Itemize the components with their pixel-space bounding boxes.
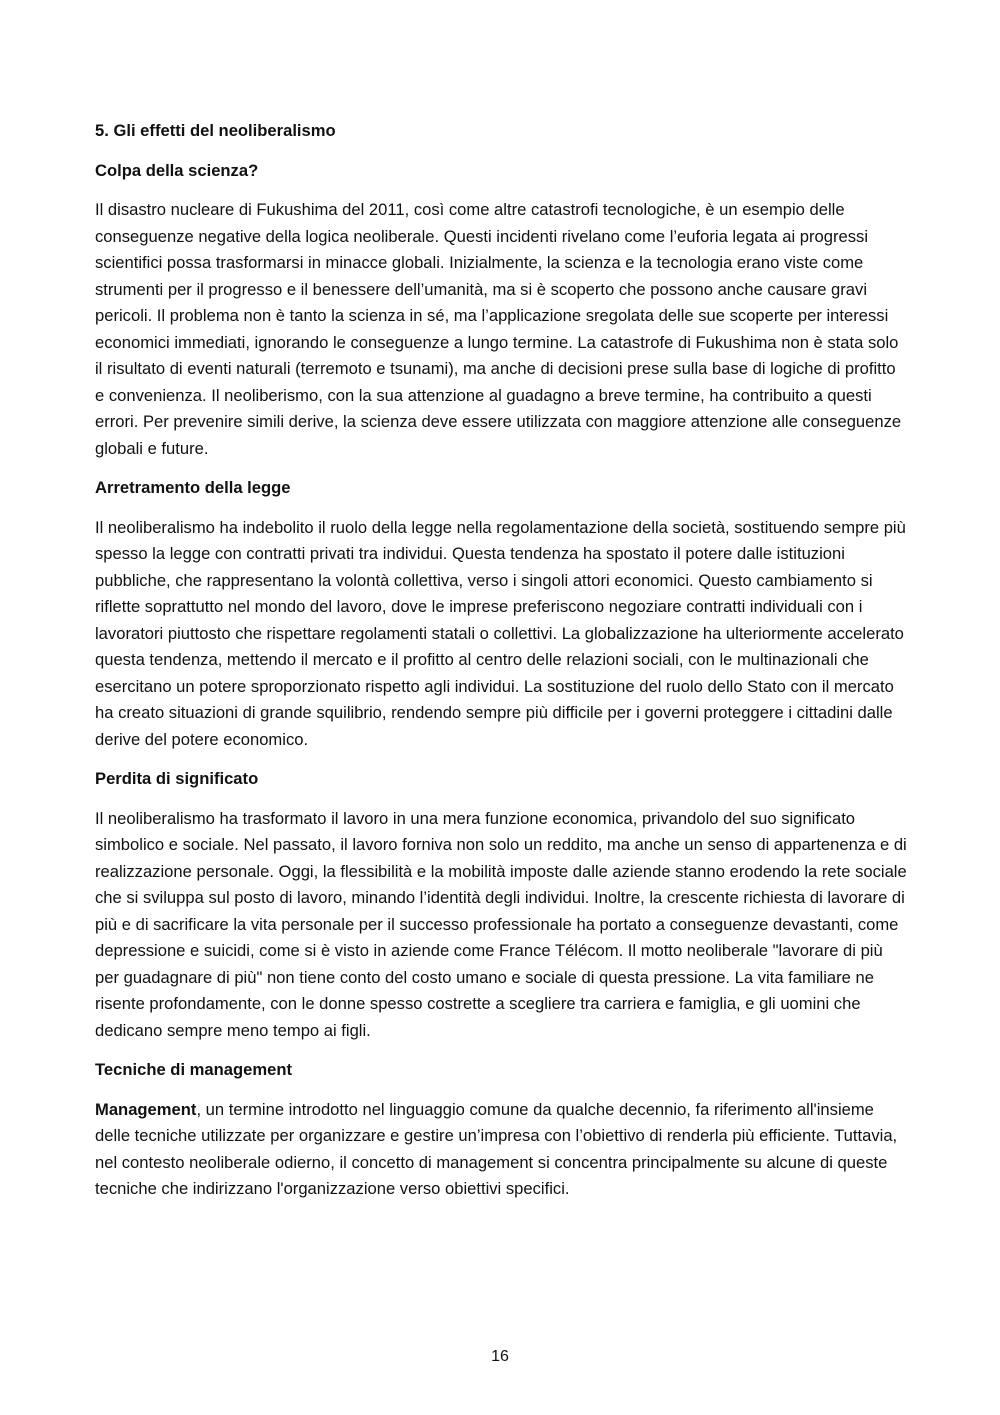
paragraph-science: Il disastro nucleare di Fukushima del 2011, così come altre catastrofi tecnologiche, è un esempio delle conseguenze negative della logica neoliberale. Questi incidenti rivelano come l’euforia legata ai progressi scientifici possa trasformarsi in minacce globali. Inizialmente, la scienza e la tecnologia erano viste come strumenti per il progresso e il benessere dell’umanità, ma si è scoperto che possono anche causare gravi pericoli. Il problema non è tanto la scienza in sé, ma l’applicazione sregolata delle sue scoperte per interessi economici immediati, ignorando le conseguenze a lungo termine. La catastrofe di Fukushima non è stata solo il risultato di eventi naturali (terremoto e tsunami), ma anche di decisioni prese sulla base di logiche di profitto e convenienza. Il neoliberismo, con la sua attenzione al guadagno a breve termine, ha contribuito a questi errori. Per prevenire simili derive, la scienza deve essere utilizzata con maggiore attenzione alle conseguenze globali e future. — [95, 200, 902, 458]
paragraph-management — [95, 1097, 907, 1203]
section-title: 5. Gli effetti del neoliberalismo — [95, 121, 336, 140]
page-number: 16 — [491, 1348, 509, 1365]
subsection-heading-law: Arretramento della legge — [95, 478, 291, 497]
document-page — [95, 118, 907, 1216]
subsection-heading-management: Tecniche di management — [95, 1060, 293, 1079]
subsection-heading-science: Colpa della scienza? — [95, 160, 259, 180]
subsection-heading-meaning: Perdita di significato — [95, 769, 259, 788]
paragraph-law: Il neoliberalismo ha indebolito il ruolo della legge nella regolamentazione della società, sostituendo sempre più spesso la legge con contratti privati tra individui. Questa tendenza ha spostato il potere dalle istituzioni pubbliche, che rappresentano la volontà collettiva, verso i singoli attori economici. Questo cambiamento si riflette soprattutto nel mondo del lavoro, dove le imprese preferiscono negoziare contratti individuali con i lavoratori piuttosto che rispettare regolamenti statali o collettivi. La globalizzazione ha ulteriormente accelerato questa tendenza, mettendo il mercato e il profitto al centro delle relazioni sociali, con le multinazionali che esercitano un potere sproporzionato rispetto agli individui. La sostituzione del ruolo dello Stato con il mercato ha creato situazioni di grande squilibrio, rendendo sempre più difficile per i governi proteggere i cittadini dalle derive del potere economico. — [95, 517, 906, 749]
paragraph-meaning: Il neoliberalismo ha trasformato il lavoro in una mera funzione economica, privandolo del suo significato simbolico e sociale. Nel passato, il lavoro forniva non solo un reddito, ma anche un senso di appartenenza e di realizzazione personale. Oggi, la flessibilità e la mobilità imposte dalle aziende stanno erodendo la rete sociale che si sviluppa sul posto di lavoro, minando l’identità degli individui. Inoltre, la crescente richiesta di lavorare di più e di sacrificare la vita personale per il successo professionale ha portato a conseguenze devastanti, come depressione e suicidi, come si è visto in aziende come France Télécom. Il motto neoliberale "lavorare di più per guadagnare di più" non tiene conto del costo umano e sociale di questa pressione. La vita familiare ne risente profondamente, con le donne spesso costrette a scegliere tra carriera e famiglia, e gli uomini che dedicano sempre meno tempo ai figli. — [95, 808, 907, 1040]
management-text: , un termine introdotto nel linguaggio comune da qualche decennio, fa riferimento all'insieme delle tecniche utilizzate per organizzare e gestire un’impresa con l’obiettivo di renderla più efficiente. Tuttavia, nel contesto neoliberale odierno, il concetto di management si concentra principalmente su alcune di queste tecniche che indirizzano l'organizzazione verso obiettivi specifici. — [95, 1099, 898, 1198]
management-term: Management — [95, 1099, 197, 1119]
